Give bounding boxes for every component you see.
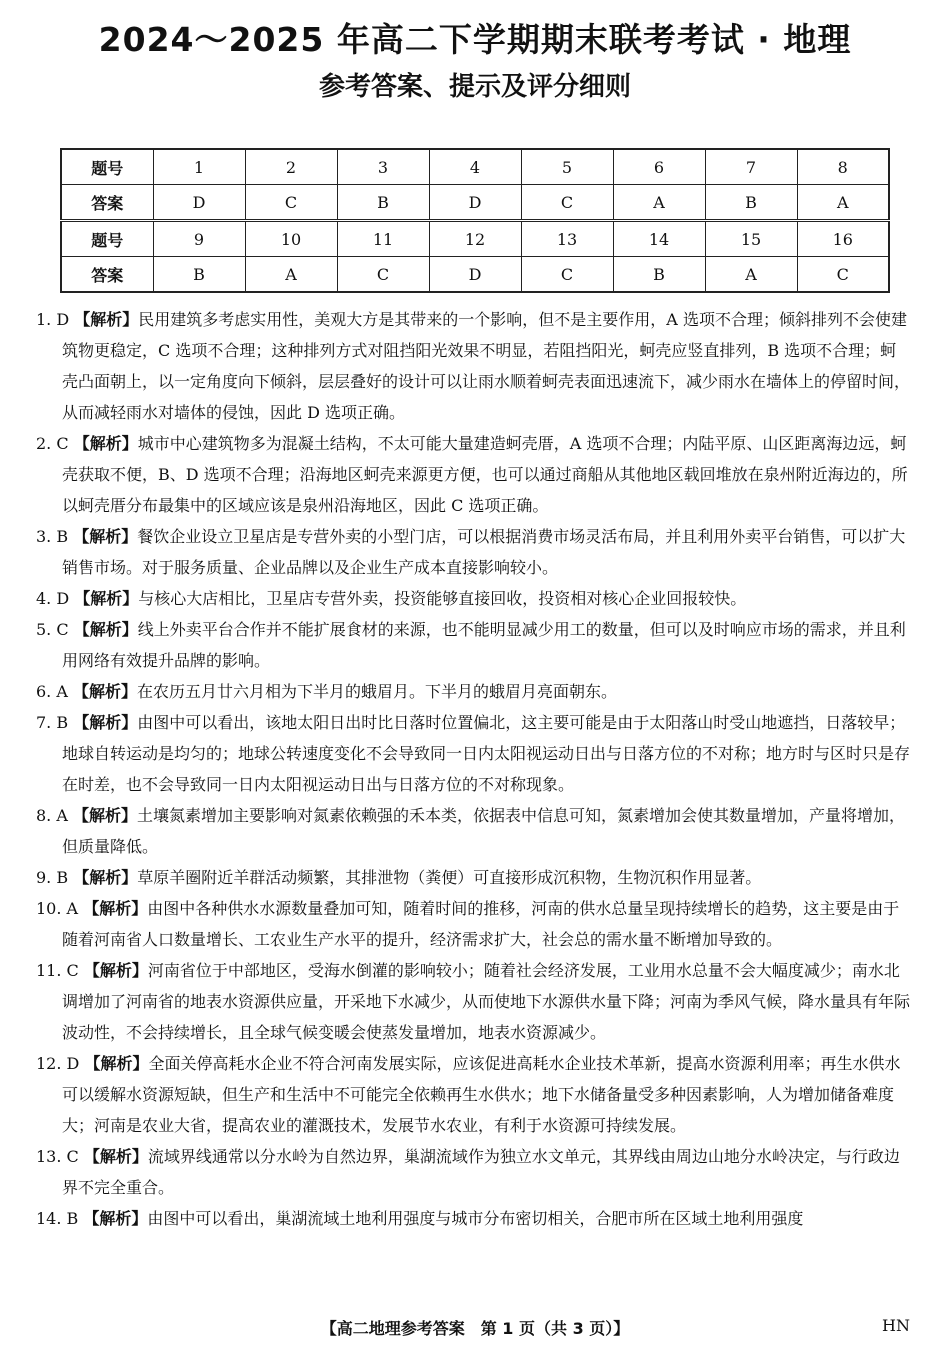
- answer-table: [60, 148, 890, 293]
- table-cell: 5: [521, 149, 613, 185]
- analysis-text: 在农历五月廿六月相为下半月的蛾眉月。下半月的蛾眉月亮面朝东。: [137, 682, 618, 701]
- question-number: 1. D: [36, 310, 70, 329]
- page-subtitle: 参考答案、提示及评分细则: [318, 72, 631, 102]
- list-item: [36, 707, 912, 800]
- table-row: [61, 185, 889, 221]
- question-number: 3. B: [36, 527, 69, 546]
- list-item: [36, 583, 912, 614]
- analysis-tag: 【解析】: [73, 682, 138, 701]
- analysis-tag: 【解析】: [73, 868, 138, 887]
- table-cell: D: [153, 185, 245, 221]
- table-cell: 16: [797, 221, 889, 257]
- list-item: [36, 304, 912, 428]
- table-cell: 1: [153, 149, 245, 185]
- table-cell: D: [429, 257, 521, 293]
- analysis-text: 线上外卖平台合作并不能扩展食材的来源，也不能明显减少用工的数量，但可以及时响应市场的需求，并且利用网络有效提升品牌的影响。: [62, 620, 906, 670]
- table-cell: D: [429, 185, 521, 221]
- analysis-tag: 【解析】: [83, 1209, 148, 1228]
- analysis-text: 民用建筑多考虑实用性，美观大方是其带来的一个影响，但不是主要作用，A 选项不合理；倾斜排列不会使建筑物更稳定，C 选项不合理；这种排列方式对阻挡阳光效果不明显，若阻挡阳光，蚵壳应竖直排列，B 选项不合理；蚵壳凸面朝上，以一定角度向下倾斜，层层叠好的设计可以让雨水顺着蚵壳表面迅速流下，减少雨水在墙体上的停留时间，从而减轻雨水对墙体的侵蚀，因此 D 选项正确。: [62, 310, 911, 422]
- question-number: 12. D: [36, 1054, 80, 1073]
- list-item: [36, 1203, 912, 1234]
- analysis-tag: 【解析】: [73, 713, 138, 732]
- question-number: 7. B: [36, 713, 69, 732]
- analysis-tag: 【解析】: [73, 434, 138, 453]
- question-number: 11. C: [36, 961, 79, 980]
- table-cell: C: [521, 185, 613, 221]
- analysis-tag: 【解析】: [83, 899, 148, 918]
- analysis-tag: 【解析】: [73, 527, 138, 546]
- footer-code: HN: [882, 1316, 910, 1335]
- question-number: 9. B: [36, 868, 69, 887]
- analysis-text: 流域界线通常以分水岭为自然边界，巢湖流域作为独立水文单元，其界线由周边山地分水岭决定，与行政边界不完全重合。: [62, 1147, 900, 1197]
- list-item: [36, 862, 912, 893]
- table-cell: A: [705, 257, 797, 293]
- table-cell: 7: [705, 149, 797, 185]
- question-number: 6. A: [36, 682, 68, 701]
- list-item: [36, 1048, 912, 1141]
- row-label: 题号: [61, 149, 153, 185]
- analysis-text: 与核心大店相比，卫星店专营外卖，投资能够直接回收，投资相对核心企业回报较快。: [138, 589, 747, 608]
- list-item: [36, 521, 912, 583]
- table-row: [61, 257, 889, 293]
- table-cell: 14: [613, 221, 705, 257]
- table-cell: 3: [337, 149, 429, 185]
- analysis-text: 由图中可以看出，巢湖流域土地利用强度与城市分布密切相关，合肥市所在区域土地利用强度: [147, 1209, 804, 1228]
- table-row: [61, 221, 889, 257]
- table-cell: C: [245, 185, 337, 221]
- table-cell: B: [613, 257, 705, 293]
- table-cell: A: [797, 185, 889, 221]
- analysis-tag: 【解析】: [83, 1147, 148, 1166]
- table-cell: 12: [429, 221, 521, 257]
- row-label: 答案: [61, 257, 153, 293]
- table-cell: C: [337, 257, 429, 293]
- analysis-text: 由图中可以看出，该地太阳日出时比日落时位置偏北，这主要可能是由于太阳落山时受山地遮挡，日落较早；地球自转运动是均匀的；地球公转速度变化不会导致同一日内太阳视运动日出与日落方位的不对称；地方时与区时只是存在时差，也不会导致同一日内太阳视运动日出与日落方位的不对称现象。: [62, 713, 911, 794]
- analysis-text: 由图中各种供水水源数量叠加可知，随着时间的推移，河南的供水总量呈现持续增长的趋势，这主要是由于随着河南省人口数量增长、工农业生产水平的提升，经济需求扩大，社会总的需水量不断增加导致的。: [62, 899, 900, 949]
- table-cell: 9: [153, 221, 245, 257]
- table-cell: A: [613, 185, 705, 221]
- analysis-tag: 【解析】: [73, 806, 138, 825]
- analysis-text: 土壤氮素增加主要影响对氮素依赖强的禾本类，依据表中信息可知，氮素增加会使其数量增加，产量将增加，但质量降低。: [62, 806, 906, 856]
- list-item: [36, 614, 912, 676]
- analysis-text: 河南省位于中部地区，受海水倒灌的影响较小；随着社会经济发展，工业用水总量不会大幅度减少；南水北调增加了河南省的地表水资源供应量，开采地下水减少，从而使地下水源供水量下降；河南为季风气候，降水量具有年际波动性，不会持续增长，且全球气候变暖会使蒸发量增加，地表水资源减少。: [62, 961, 911, 1042]
- question-number: 5. C: [36, 620, 69, 639]
- list-item: [36, 1141, 912, 1203]
- list-item: [36, 955, 912, 1048]
- analysis-text: 城市中心建筑物多为混凝土结构，不太可能大量建造蚵壳厝，A 选项不合理；内陆平原、山区距离海边远，蚵壳获取不便，B、D 选项不合理；沿海地区蚵壳来源更方便，也可以通过商船从其他地区载回堆放在泉州附近海边的，所以蚵壳厝分布最集中的区域应该是泉州沿海地区，因此 C 选项正确。: [62, 434, 908, 515]
- question-number: 14. B: [36, 1209, 79, 1228]
- table-cell: 6: [613, 149, 705, 185]
- table-cell: C: [521, 257, 613, 293]
- question-number: 10. A: [36, 899, 79, 918]
- row-label: 答案: [61, 185, 153, 221]
- table-cell: 2: [245, 149, 337, 185]
- table-cell: 11: [337, 221, 429, 257]
- table-cell: A: [245, 257, 337, 293]
- table-cell: 4: [429, 149, 521, 185]
- question-number: 4. D: [36, 589, 70, 608]
- row-label: 题号: [61, 221, 153, 257]
- page-title: 2024～2025 年高二下学期期末联考考试 · 地理: [98, 20, 852, 59]
- table-cell: 13: [521, 221, 613, 257]
- analysis-tag: 【解析】: [74, 589, 139, 608]
- question-number: 2. C: [36, 434, 69, 453]
- analysis-text: 全面关停高耗水企业不符合河南发展实际，应该促进高耗水企业技术革新，提高水资源利用率；再生水供水可以缓解水资源短缺，但生产和生活中不可能完全依赖再生水供水；地下水储备量受多种因素影响，人为增加储备难度大；河南是农业大省，提高农业的灌溉技术，发展节水农业，有利于水资源可持续发展。: [62, 1054, 901, 1135]
- analysis-tag: 【解析】: [74, 310, 139, 329]
- table-cell: B: [705, 185, 797, 221]
- analysis-text: 餐饮企业设立卫星店是专营外卖的小型门店，可以根据消费市场灵活布局，并且利用外卖平台销售，可以扩大销售市场。对于服务质量、企业品牌以及企业生产成本直接影响较小。: [62, 527, 906, 577]
- analysis-tag: 【解析】: [84, 1054, 149, 1073]
- analysis-tag: 【解析】: [83, 961, 148, 980]
- list-item: [36, 893, 912, 955]
- table-cell: B: [153, 257, 245, 293]
- page-footer: 【高二地理参考答案 第 1 页（共 3 页）】: [320, 1319, 630, 1338]
- table-cell: B: [337, 185, 429, 221]
- table-cell: 8: [797, 149, 889, 185]
- analysis-tag: 【解析】: [73, 620, 138, 639]
- list-item: [36, 428, 912, 521]
- list-item: [36, 800, 912, 862]
- list-item: [36, 676, 912, 707]
- table-row: [61, 149, 889, 185]
- table-cell: C: [797, 257, 889, 293]
- analysis-text: 草原羊圈附近羊群活动频繁，其排泄物（粪便）可直接形成沉积物，生物沉积作用显著。: [137, 868, 762, 887]
- table-cell: 15: [705, 221, 797, 257]
- question-number: 8. A: [36, 806, 68, 825]
- question-number: 13. C: [36, 1147, 79, 1166]
- table-cell: 10: [245, 221, 337, 257]
- explanations: [36, 304, 912, 1234]
